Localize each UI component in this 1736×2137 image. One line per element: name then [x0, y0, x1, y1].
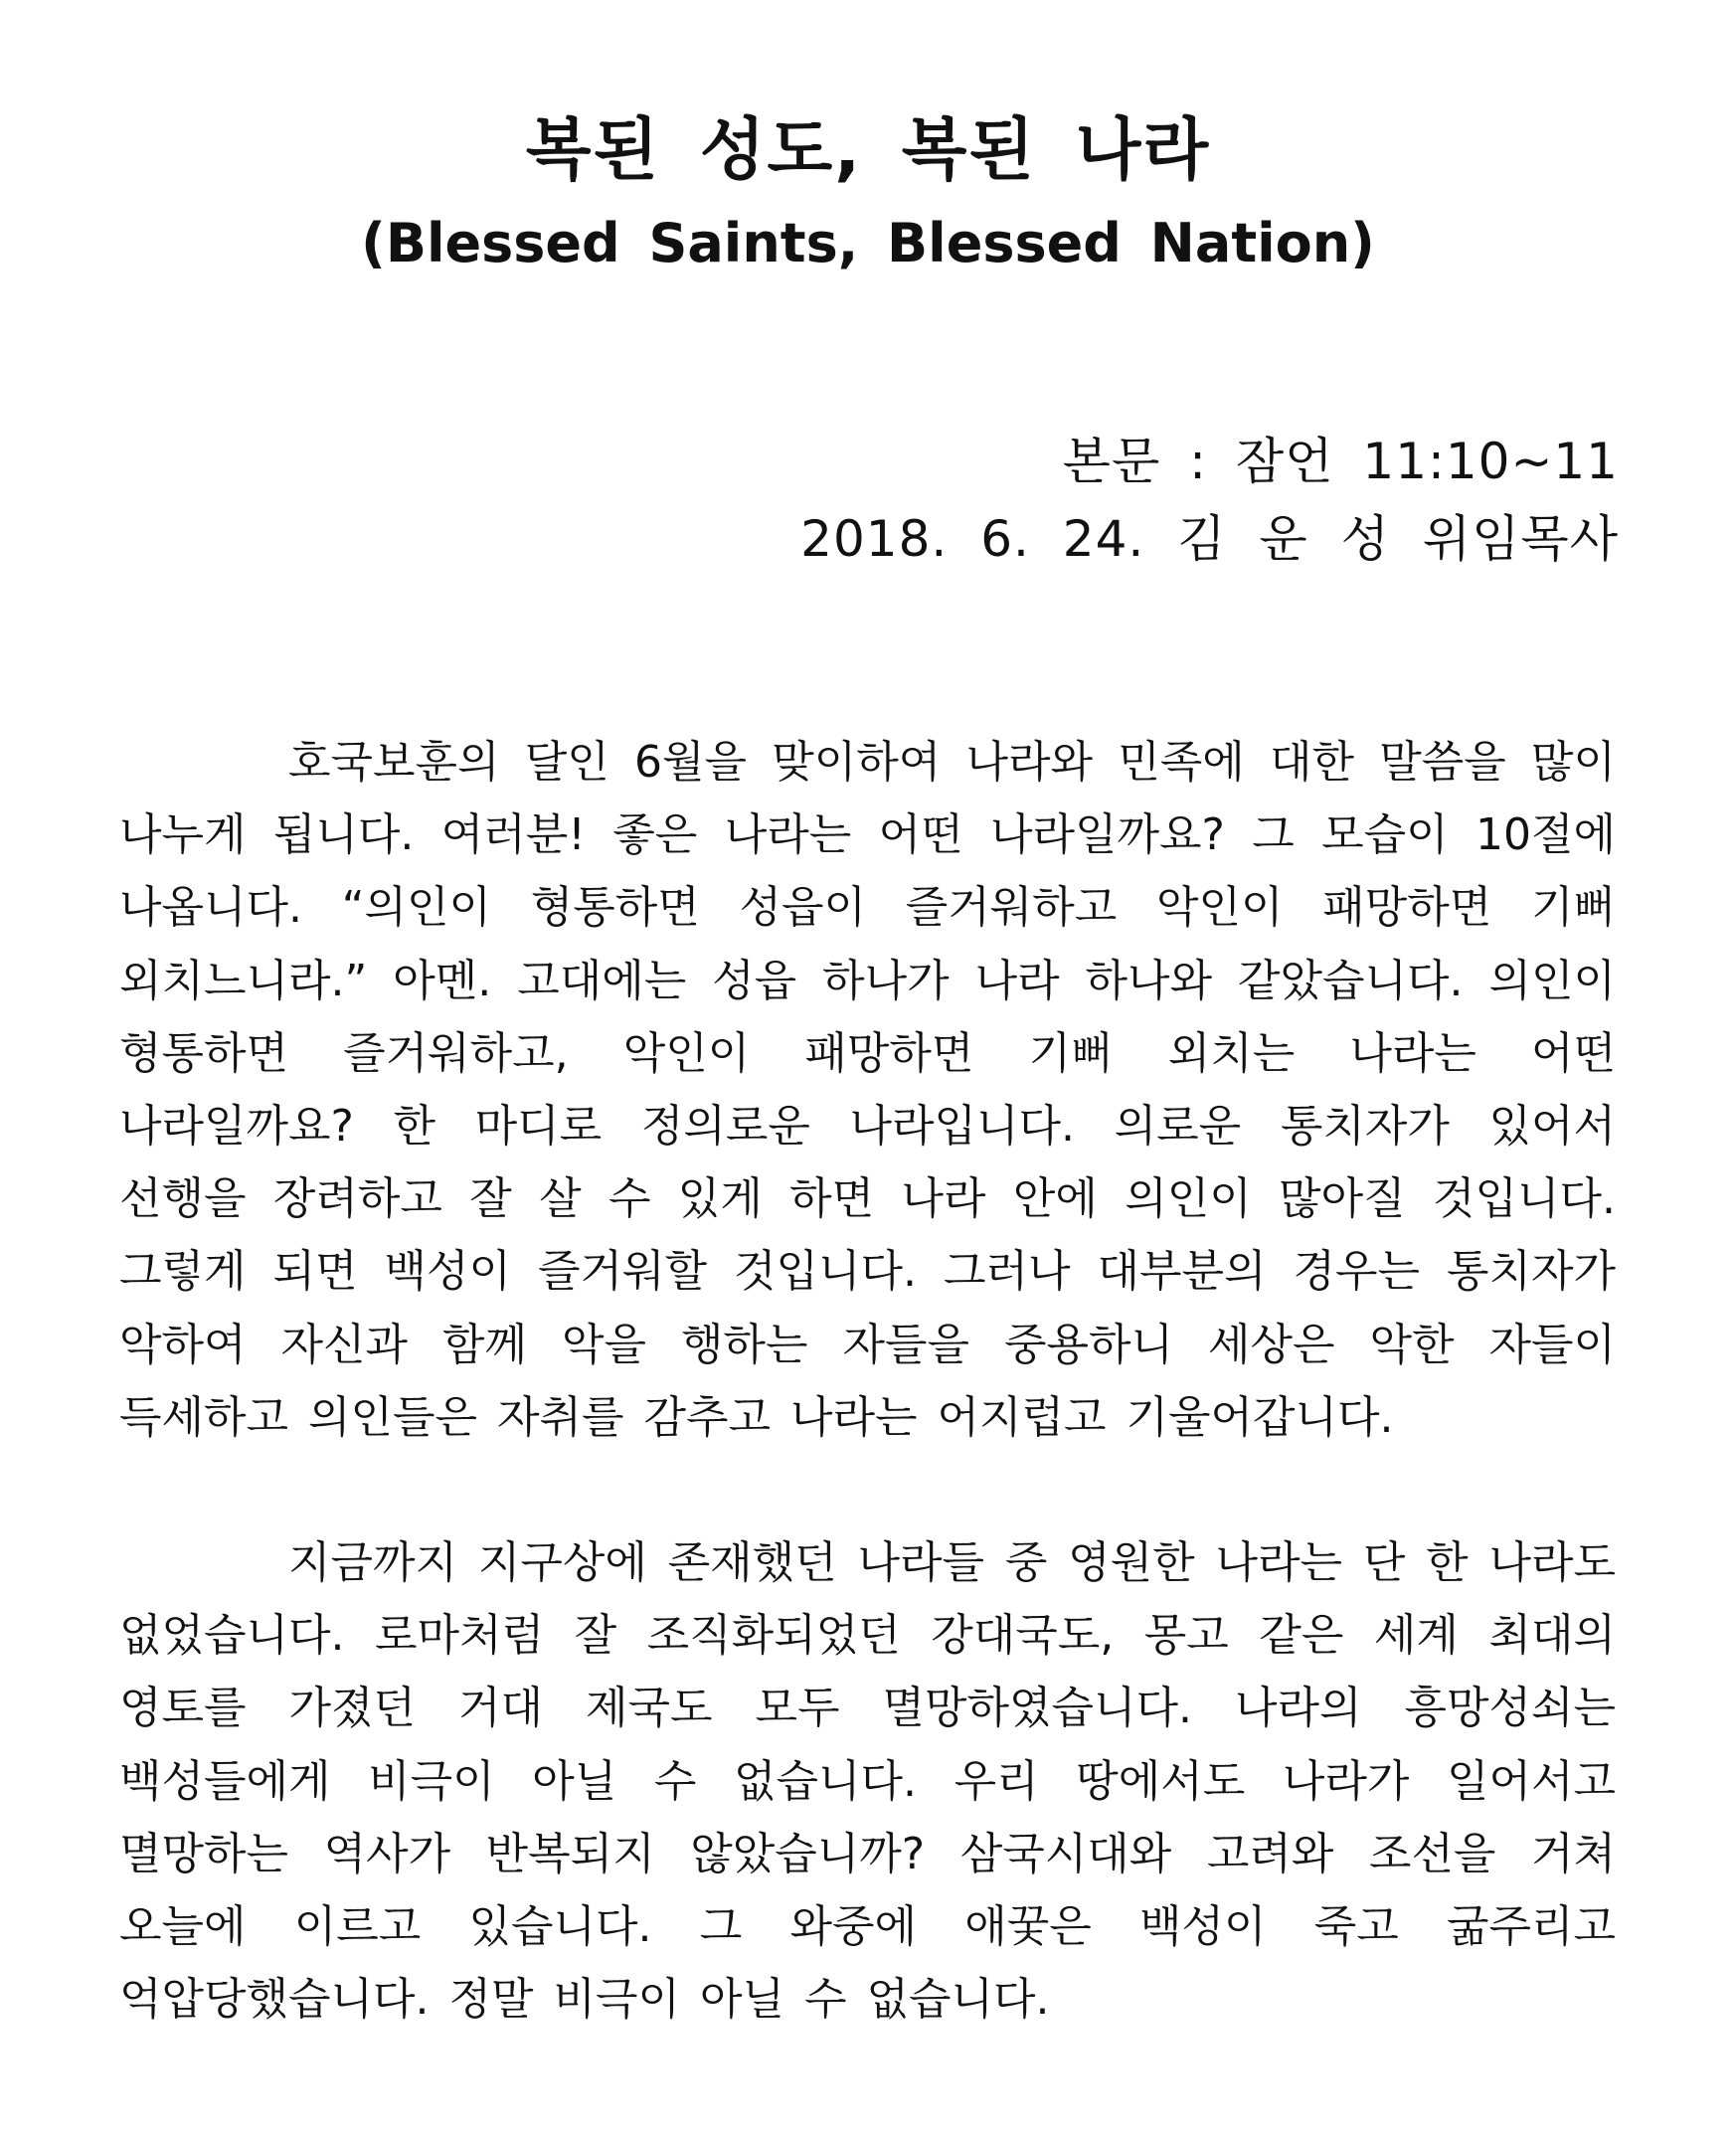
scripture-reference: 본문 : 잠언 11:10~11 [1062, 433, 1619, 490]
sermon-title: 복된 성도, 복된 나라 [525, 111, 1211, 190]
date-and-preacher: 2018. 6. 24. 김 운 성 위임목사 [800, 510, 1619, 568]
body-paragraph-2: 지금까지 지구상에 존재했던 나라들 중 영원한 나라는 단 한 나라도 없었습니다. 로마처럼 잘 조직화되었던 강대국도, 몽고 같은 세계 최대의 영토를 가졌던 거대 제국도 모두 멸망하였습니다. 나라의 흥망성쇠는 백성들에게 비극이 아닐 수 없습니다. 우리 땅에서도 나라가 일어서고 멸망하는 역사가 반복되지 않았습니까? 삼국시대와 고려와 조선을 거쳐 오늘에 이르고 있습니다. 그 와중에 애꿎은 백성이 죽고 굶주리고 억압당했습니다. 정말 비극이 아닐 수 없습니다. [119, 1537, 1616, 2026]
body-paragraph-1: 호국보훈의 달인 6월을 맞이하여 나라와 민족에 대한 말씀을 많이 나누게 됩니다. 여러분! 좋은 나라는 어떤 나라일까요? 그 모습이 10절에 나옵니다. “의인이 형통하면 성읍이 즐거워하고 악인이 패망하면 기뻐 외치느니라.” 아멘. 고대에는 성읍 하나가 나라 하나와 같았습니다. 의인이 형통하면 즐거워하고, 악인이 패망하면 기뻐 외치는 나라는 어떤 나라일까요? 한 마디로 정의로운 나라입니다. 의로운 통치자가 있어서 선행을 장려하고 잘 살 수 있게 하면 나라 안에 의인이 많아질 것입니다. 그렇게 되면 백성이 즐거워할 것입니다. 그러나 대부분의 경우는 통치자가 악하여 자신과 함께 악을 행하는 자들을 중용하니 세상은 악한 자들이 득세하고 의인들은 자취를 감추고 나라는 어지럽고 기울어갑니다. [119, 737, 1616, 1443]
sermon-subtitle: (Blessed Saints, Blessed Nation) [361, 212, 1375, 274]
